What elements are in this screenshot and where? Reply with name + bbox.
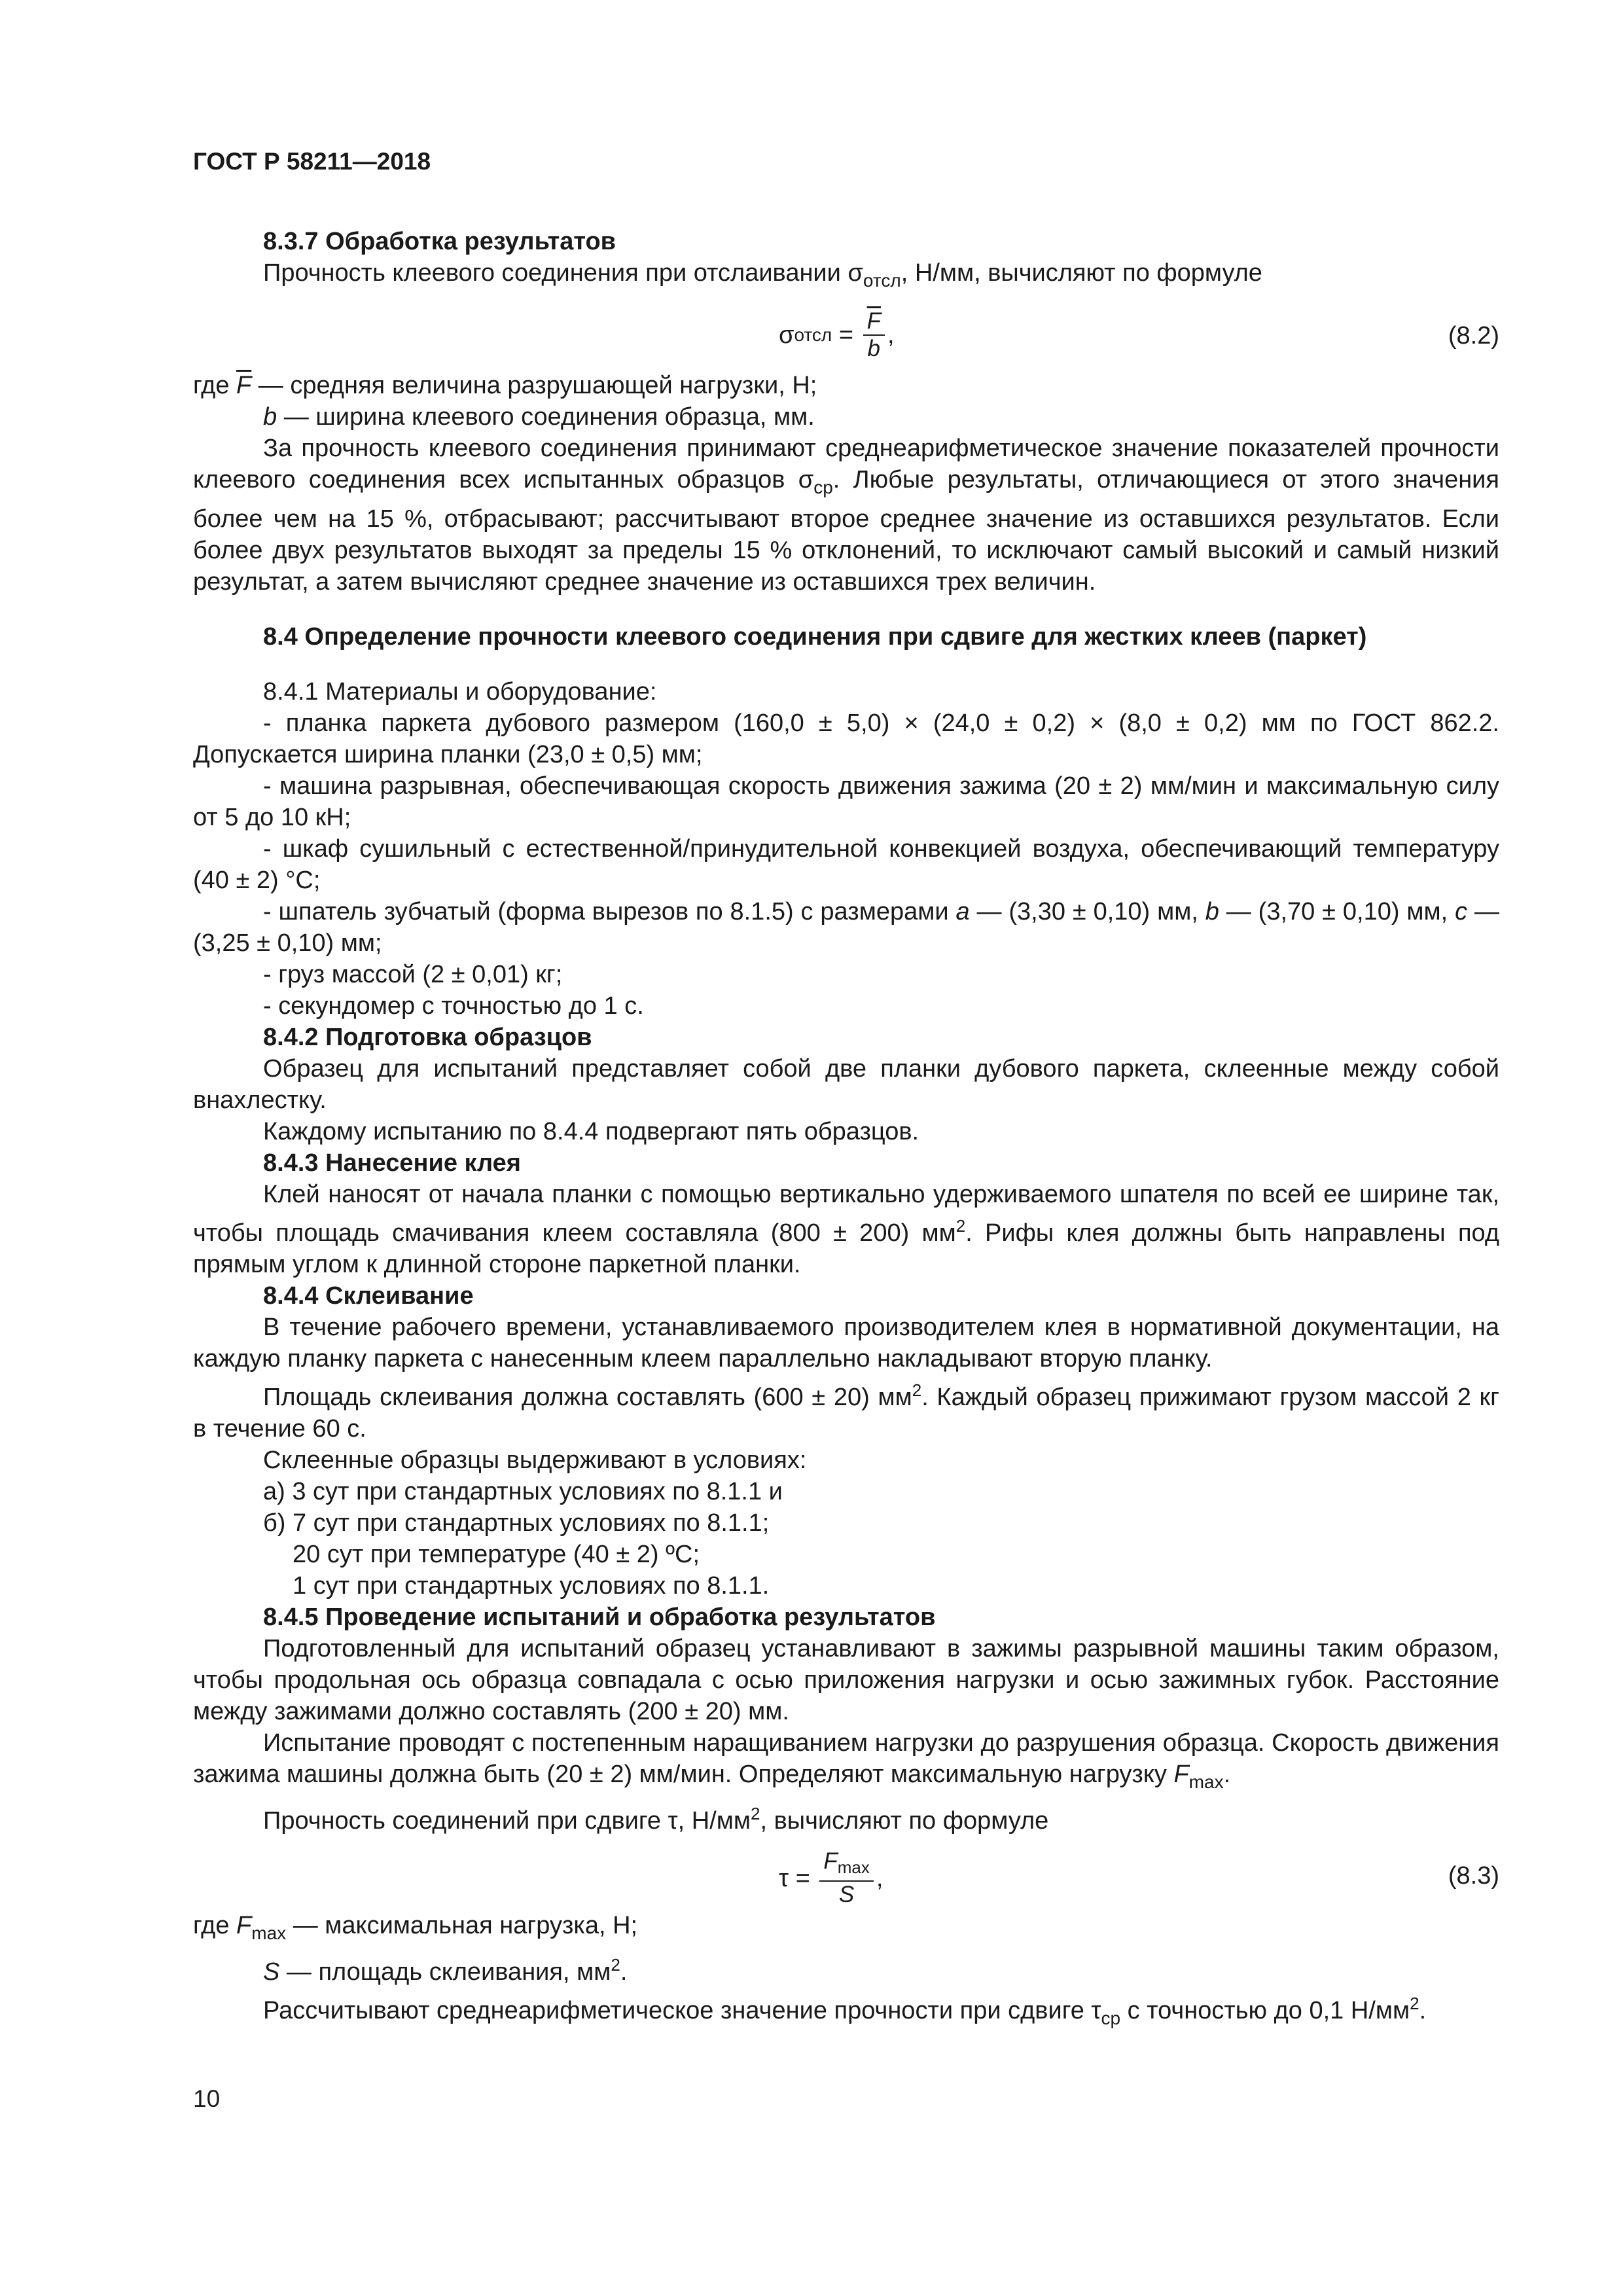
paragraph: Склеенные образцы выдерживают в условиях: [263, 1446, 807, 1474]
list-item: 1 сут при стандартных условиях по 8.1.1. [293, 1572, 770, 1600]
list-item: - секундомер с точностью до 1 с. [263, 992, 644, 1020]
formula-legend: S — площадь склеивания, $мм^2$. [263, 1955, 628, 1986]
paragraph: Испытание проводят с постепенным наращиванием нагрузки до разрушения образца. Скорость движения зажима машины должна быть (20 ± 2) мм/мин. Определяют максимальную нагрузку $F_{max}$. [193, 1729, 1499, 1792]
page-number: 10 [193, 2085, 221, 2112]
paragraph: Прочность клеевого соединения при отслаивании $\sigma_{отсл}$, Н/мм, вычисляют по формуле [263, 259, 1262, 291]
paragraph: Клей наносят от начала планки с помощью вертикально удерживаемого шпателя по всей ее ширине так, чтобы площадь смачивания клеем составляла (800 ± 200) $мм^2$. Рифы клея должны быть направлены под прямым углом к длинной стороне паркетной планки. [193, 1181, 1500, 1278]
section-heading-8-4-2: 8.4.2 Подготовка образцов [263, 1024, 592, 1051]
paragraph: В течение рабочего времени, устанавливаемого производителем клея в нормативной документации, на каждую планку паркета с нанесенным клеем параллельно накладывают вторую планку. [193, 1314, 1499, 1372]
formula-number: (8.2) [1448, 322, 1499, 350]
paragraph: 8.4.1 Материалы и оборудование: [263, 678, 657, 706]
page-content [193, 226, 1499, 2034]
section-heading-8-4-5: 8.4.5 Проведение испытаний и обработка результатов [263, 1604, 936, 1631]
paragraph: Подготовленный для испытаний образец устанавливают в зажимы разрывной машины таким образом, чтобы продольная ось образца совпадала с осью приложения нагрузки и осью зажимных губок. Расстояние между зажимами должно составлять (200 ± 20) мм. [193, 1635, 1499, 1725]
formula-8-3: τ = $\frac{F_{max}}{S}$ , (8.3) [779, 1848, 1499, 1907]
section-heading-8-4: 8.4 Определение прочности клеевого соединения при сдвиге для жестких клеев (паркет) [263, 623, 1367, 651]
document-code: ГОСТ Р 58211—2018 [193, 148, 431, 175]
formula-legend: где $\overline{F}$ — средняя величина разрушающей нагрузки, Н; [193, 372, 817, 399]
formula-legend: где $F_{max}$ — максимальная нагрузка, Н; [193, 1912, 638, 1943]
paragraph: Прочность соединений при сдвиге τ, $Н/мм^2$, вычисляют по формуле [263, 1804, 1049, 1835]
paragraph: Образец для испытаний представляет собой две планки дубового паркета, склеенные между собой внахлестку. [193, 1055, 1499, 1114]
list-item: - шкаф сушильный с естественной/принудительной конвекцией воздуха, обеспечивающий температуру (40 ± 2) °С; [193, 835, 1499, 894]
list-item: - планка паркета дубового размером (160,0 ± 5,0) × (24,0 ± 0,2) × (8,0 ± 0,2) мм по ГОСТ 862.2. Допускается ширина планки (23,0 ± 0,5) мм; [193, 709, 1499, 768]
paragraph: Каждому испытанию по 8.4.4 подвергают пять образцов. [263, 1118, 919, 1145]
paragraph: За прочность клеевого соединения принимают среднеарифметическое значение показателей прочности клеевого соединения всех испытанных образцов $\sigma_{ср}$. Любые результаты, отличающиеся от этого значения более чем на 15 %, отбрасывают; рассчитывают второе среднее значение из оставшихся результатов. Если более двух результатов выходят за пределы 15 % отклонений, то исключают самый высокий и самый низкий результат, а затем вычисляют среднее значение из оставшихся трех величин. [193, 435, 1499, 596]
list-item: 20 сут при температуре (40 ± 2) ºС; [293, 1541, 700, 1568]
section-heading-8-4-3: 8.4.3 Нанесение клея [263, 1149, 521, 1177]
paragraph: Рассчитывают среднеарифметическое значение прочности при сдвиге $\tau_{ср}$ с точностью до 0,1 $Н/мм^2$. [263, 1994, 1427, 2028]
formula-8-2: σ отсл = $\frac{\overline{F}}{b}$ , (8.2) [779, 308, 1499, 361]
list-item: - груз массой (2 ± 0,01) кг; [263, 961, 563, 988]
list-item: а) 3 сут при стандартных условиях по 8.1.1 и [263, 1478, 783, 1505]
formula-legend: b — ширина клеевого соединения образца, мм. [263, 403, 815, 431]
section-heading-8-3-7: 8.3.7 Обработка результатов [263, 228, 616, 255]
list-item: - машина разрывная, обеспечивающая скорость движения зажима (20 ± 2) мм/мин и максимальную силу от 5 до 10 кН; [193, 772, 1499, 831]
list-item: б) 7 сут при стандартных условиях по 8.1.1; [263, 1509, 770, 1537]
list-item: - шпатель зубчатый (форма вырезов по 8.1.5) с размерами a — (3,30 ± 0,10) мм, b — (3,70 ± 0,10) мм, c — (3,25 ± 0,10) мм; [193, 898, 1499, 957]
formula-number: (8.3) [1448, 1862, 1499, 1890]
paragraph: Площадь склеивания должна составлять (600 ± 20) $мм^2$. Каждый образец прижимают грузом массой 2 кг в течение 60 с. [193, 1380, 1499, 1443]
section-heading-8-4-4: 8.4.4 Склеивание [263, 1282, 474, 1310]
